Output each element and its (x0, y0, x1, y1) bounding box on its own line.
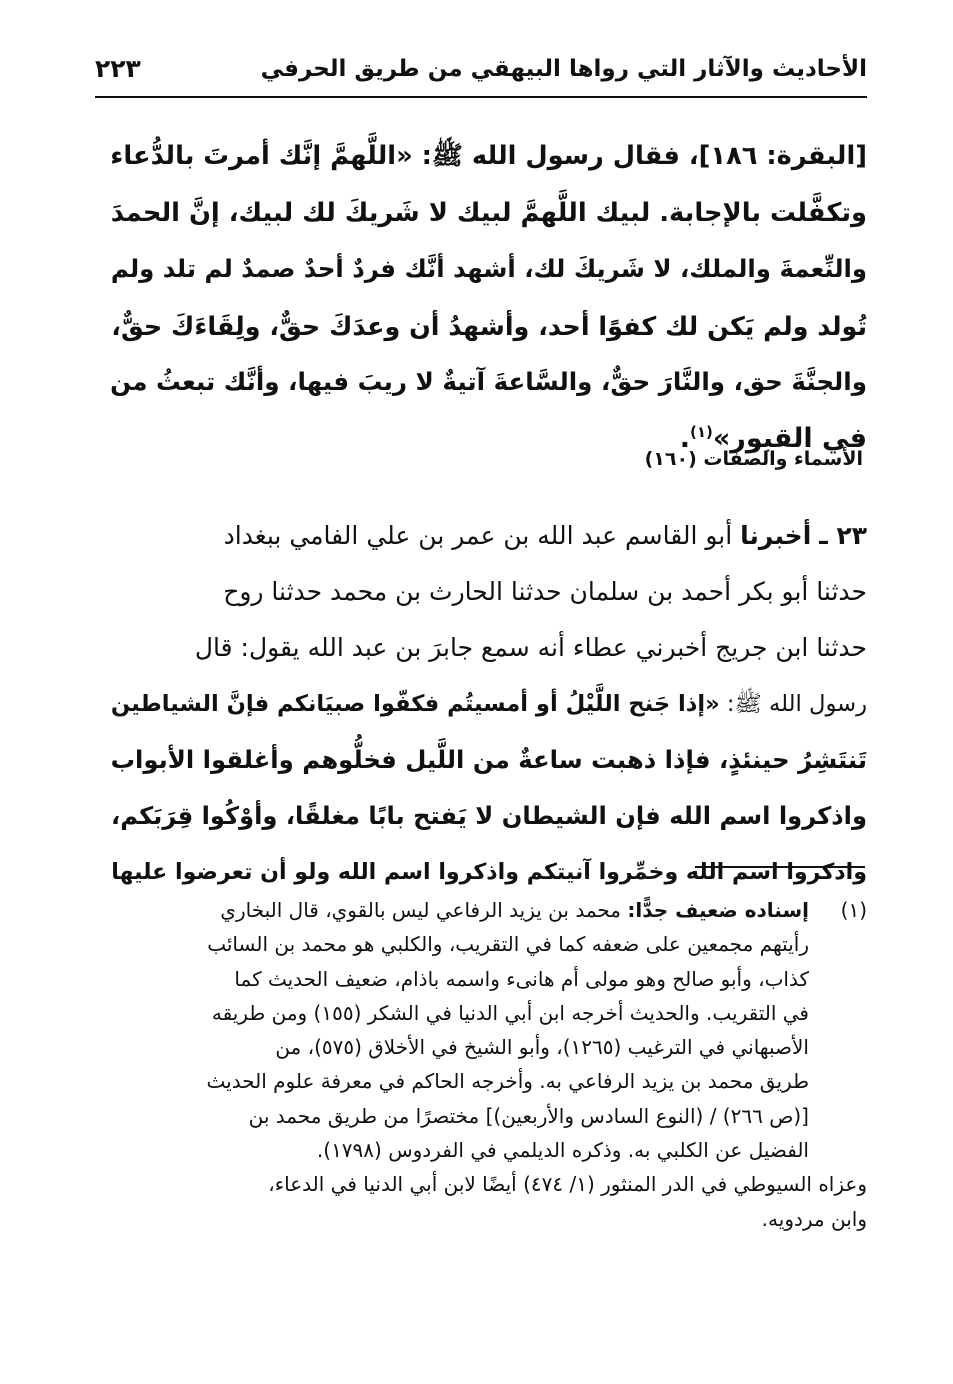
footnote-text: محمد بن يزيد الرفاعي ليس بالقوي، قال البخاري (220, 898, 628, 922)
text-line: وتكفَّلت بالإجابة. لبيك اللَّهمَّ لبيك لا شَريكَ لك لبيك، إنَّ الحمدَ (110, 197, 867, 228)
text-line (95, 676, 867, 732)
text-line: حدثنا ابن جريج أخبرني عطاء أنه سمع جابرَ بن عبد الله يقول: قال (194, 633, 867, 662)
footnote-line: رأيتهم مجمعين على ضعفه كما في التقريب، والكلبي هو محمد بن السائب (207, 932, 809, 957)
footnote-line: الفضيل عن الكلبي به. وذكره الديلمي في الفردوس (١٧٩٨). (316, 1138, 809, 1163)
source-reference: الأسماء والصفات (١٦٠) (644, 448, 863, 470)
footnote-separator (695, 866, 865, 868)
footnote-line: الأصبهاني في الترغيب (١٢٦٥)، وأبو الشيخ في الأخلاق (٥٧٥)، من (275, 1035, 809, 1060)
text-line: واذكروا اسم الله فإن الشيطان لا يَفتح بابًا مغلقًا، وأوْكُوا قِرَبَكم، (111, 802, 867, 830)
hadith-text-paragraph (95, 128, 867, 467)
footnote-reference[interactable]: (١) (689, 422, 713, 441)
running-title: الأحاديث والآثار التي رواها البيهقي من طريق الحرفي (260, 56, 867, 82)
footnote-body (95, 893, 809, 1167)
last-line-text: في القبور» (712, 422, 867, 454)
footnote-label: (١) (840, 898, 867, 922)
text-line: تَنتَشِرُ حينئذٍ، فإذا ذهبت ساعةٌ من اللَّيل فخلُّوهم وأغلقوا الأبواب (110, 745, 867, 774)
hadith-quote: «إذا جَنح اللَّيْلُ أو أمسيتُم فكفّوا صبيَانكم فإنَّ الشياطين (110, 691, 720, 717)
text-line: والجنَّةَ حق، والنَّارَ حقٌّ، والسَّاعةَ آتيةٌ لا ريبَ فيها، وأنَّك تبعثُ من (110, 367, 867, 396)
footnote-continuation (95, 1167, 867, 1236)
footnote-line: طريق محمد بن يزيد الرفاعي به. وأخرجه الحاكم في معرفة علوم الحديث (206, 1069, 809, 1094)
text-line: حدثنا أبو بكر أحمد بن سلمان حدثنا الحارث بن محمد حدثنا روح (223, 577, 867, 606)
page-number: ٢٢٣ (95, 54, 141, 83)
text-line (95, 508, 867, 564)
hadith-number: ٢٣ ـ (819, 521, 867, 550)
page-header (95, 52, 867, 98)
footnote (95, 893, 867, 1236)
footnote-line: [(ص ٢٦٦) / (النوع السادس والأربعين)] مختصرًا من طريق محمد بن (248, 1103, 809, 1128)
narration-lead: أخبرنا (740, 521, 812, 550)
text-line: والنِّعمةَ والملك، لا شَريكَ لك، أشهد أنَّك فردٌ أحدٌ صمدٌ لم تلد ولم (110, 254, 867, 283)
prophet-mention: رسول الله ﷺ: (719, 691, 867, 717)
text-line: تُولد ولم يَكن لك كفوًا أحد، وأشهدُ أن وعدَكَ حقٌّ، ولِقَاءَكَ حقٌّ، (111, 310, 867, 341)
footnote-line (95, 893, 809, 927)
isnad-text: أبو القاسم عبد الله بن عمر بن علي الفامي ببغداد (223, 521, 741, 550)
footnote-line: كذاب، وأبو صالح وهو مولى أم هانىء واسمه باذام، ضعيف الحديث كما (234, 966, 809, 991)
footnote-line: وعزاه السيوطي في الدر المنثور (١/ ٤٧٤) أيضًا لابن أبي الدنيا في الدعاء، (268, 1172, 867, 1197)
footnote-line: وابن مردويه. (761, 1206, 867, 1231)
end-period: . (679, 422, 690, 454)
footnote-line: في التقريب. والحديث أخرجه ابن أبي الدنيا في الشكر (١٥٥) ومن طريقه (211, 1000, 809, 1025)
text-line: واذكروا اسم الله وخمِّروا آنيتكم واذكروا اسم الله ولو أن تعرضوا عليها (111, 859, 867, 885)
footnote-lead: إسناده ضعيف جدًّا: (627, 898, 809, 922)
hadith-23-paragraph (95, 508, 867, 900)
text-line: [البقرة: ١٨٦]، فقال رسول الله ﷺ: «اللَّهمَّ إنَّك أمرتَ بالدُّعاء (110, 141, 867, 171)
